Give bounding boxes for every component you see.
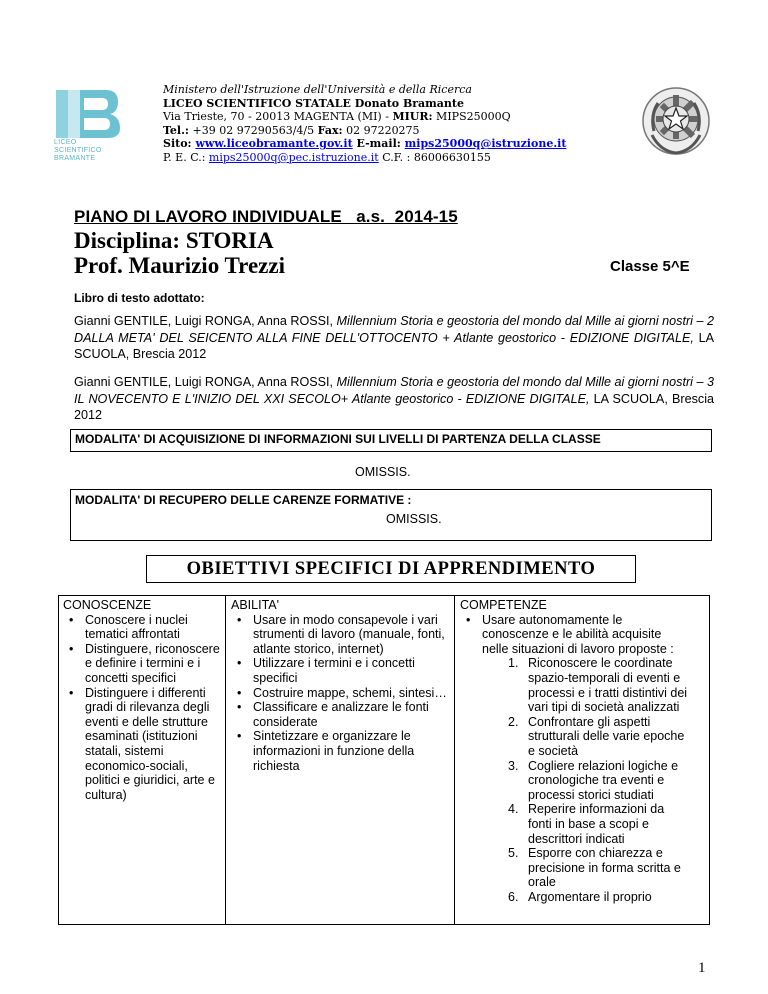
list-item-text: Conoscere i nuclei tematici affrontati bbox=[85, 612, 188, 642]
list-item-text: Argomentare il proprio bbox=[528, 889, 652, 904]
bullet-icon: • bbox=[237, 700, 242, 715]
textbook-entry bbox=[74, 313, 714, 363]
miur-code: MIPS25000Q bbox=[432, 110, 511, 124]
list-item bbox=[227, 686, 449, 701]
textbook-label: Libro di testo adottato: bbox=[74, 291, 205, 305]
item-number: 5. bbox=[508, 846, 519, 861]
abilita-heading: ABILITA' bbox=[231, 598, 280, 612]
bullet-icon: • bbox=[237, 656, 242, 671]
logo-line-2: SCIENTIFICO bbox=[54, 147, 102, 154]
starting-level-box bbox=[70, 429, 712, 452]
list-item-text: Esporre con chiarezza e precisione in forma scritta e orale bbox=[528, 846, 681, 890]
list-item bbox=[456, 890, 688, 905]
phone-line bbox=[163, 124, 566, 138]
list-item-text: Usare in modo consapevole i vari strumenti di lavoro (manuale, fonti, atlante storico, internet) bbox=[253, 612, 445, 656]
logo-line-1: LICEO bbox=[54, 139, 77, 146]
item-number: 6. bbox=[508, 889, 519, 904]
starting-level-heading: MODALITA' DI ACQUISIZIONE DI INFORMAZIONI SUI LIVELLI DI PARTENZA DELLA CLASSE bbox=[75, 432, 601, 446]
school-logo-mark bbox=[50, 86, 125, 144]
bullet-icon: • bbox=[69, 641, 74, 656]
list-item bbox=[456, 656, 688, 714]
conoscenze-column bbox=[59, 598, 223, 802]
bullet-icon: • bbox=[237, 729, 242, 744]
book-title: Millennium Storia e geostoria del mondo dal Mille ai giorni nostri – 2 DALLA META' DEL SEICENTO ALLA FINE DELL'OTTOCENTO + Atlante geostorico - EDIZIONE DIGITALE, bbox=[74, 314, 714, 345]
list-item-text: Reperire informazioni da fonti in base a scopi e descrittori indicati bbox=[528, 802, 665, 846]
list-item bbox=[59, 686, 223, 803]
list-item bbox=[456, 802, 688, 846]
book-publisher: LA SCUOLA, Brescia 2012 bbox=[74, 391, 714, 422]
logo-label bbox=[54, 139, 102, 163]
list-item bbox=[59, 642, 223, 686]
pec-link[interactable]: mips25000q@pec.istruzione.it bbox=[208, 150, 379, 164]
recovery-box bbox=[70, 489, 712, 541]
list-item bbox=[456, 846, 688, 890]
competenze-heading: COMPETENZE bbox=[460, 598, 547, 612]
address: Via Trieste, 70 - 20013 MAGENTA (MI) - bbox=[163, 110, 393, 124]
book-publisher: LA SCUOLA, Brescia 2012 bbox=[74, 330, 715, 361]
web-line bbox=[163, 137, 566, 151]
competenze-column bbox=[456, 598, 688, 904]
list-item bbox=[227, 700, 449, 729]
list-item-text: Classificare e analizzare le fonti considerate bbox=[253, 700, 429, 729]
bullet-icon: • bbox=[237, 612, 242, 627]
bullet-icon: • bbox=[69, 685, 74, 700]
school-name: LICEO SCIENTIFICO STATALE Donato Bramante bbox=[163, 96, 465, 110]
list-item-text: Cogliere relazioni logiche e cronologiche tra eventi e processi storici studiati bbox=[528, 758, 679, 802]
objectives-table bbox=[58, 595, 710, 925]
textbook-entry bbox=[74, 374, 714, 424]
letterhead bbox=[163, 83, 566, 165]
fax-label: Fax: bbox=[317, 123, 343, 137]
competenze-numbered-list bbox=[456, 656, 688, 904]
document-title: PIANO DI LAVORO INDIVIDUALE a.s. 2014-15 bbox=[74, 207, 458, 226]
website-link[interactable]: www.liceobramante.gov.it bbox=[195, 137, 353, 151]
book-title: Millennium Storia e geostoria del mondo dal Mille ai giorni nostri – 3 IL NOVECENTO E L'INIZIO DEL XXI SECOLO+ Atlante geostorico - EDIZIONE DIGITALE, bbox=[74, 375, 714, 406]
email-label: E-mail: bbox=[352, 137, 405, 151]
address-line bbox=[163, 110, 566, 124]
item-number: 2. bbox=[508, 714, 519, 729]
list-item bbox=[456, 759, 688, 803]
ministry-name: Ministero dell'Istruzione dell'Università e della Ricerca bbox=[163, 83, 472, 96]
bullet-icon: • bbox=[237, 685, 242, 700]
list-item-text: Utilizzare i termini e i concetti specifici bbox=[253, 656, 415, 685]
conoscenze-list bbox=[59, 613, 223, 803]
teacher-heading: Prof. Maurizio Trezzi bbox=[74, 253, 285, 278]
list-item-text: Costruire mappe, schemi, sintesi… bbox=[253, 685, 447, 700]
list-item bbox=[227, 729, 449, 773]
list-item bbox=[456, 613, 688, 657]
column-divider bbox=[225, 596, 226, 924]
list-item-text: Confrontare gli aspetti strutturali delle varie epoche e società bbox=[528, 714, 685, 758]
list-item-text: Sintetizzare e organizzare le informazioni in funzione della richiesta bbox=[253, 729, 415, 773]
tel-number: +39 02 97290563/4/5 bbox=[189, 123, 318, 137]
class-label: Classe 5^E bbox=[610, 258, 690, 275]
subject-heading: Disciplina: STORIA bbox=[74, 228, 274, 253]
column-divider bbox=[454, 596, 455, 924]
abilita-list bbox=[227, 613, 449, 774]
fiscal-code: C.F. : 86006630155 bbox=[378, 150, 491, 164]
book-authors: Gianni GENTILE, Luigi RONGA, Anna ROSSI, bbox=[74, 375, 337, 389]
list-item-text: Distinguere i differenti gradi di rilevanza degli eventi e delle strutture esaminati (istituzioni statali, sistemi economico-sociali, politici e giuridici, arte e cultura) bbox=[85, 685, 215, 802]
conoscenze-heading: CONOSCENZE bbox=[63, 598, 152, 612]
item-number: 4. bbox=[508, 802, 519, 817]
logo-line-3: BRAMANTE bbox=[54, 155, 96, 162]
competenze-intro: Usare autonomamente le conoscenze e le abilità acquisite nelle situazioni di lavoro proposte : bbox=[482, 612, 674, 656]
page-number: 1 bbox=[698, 960, 706, 976]
site-label: Sito: bbox=[163, 137, 196, 151]
fax-number: 02 97220275 bbox=[342, 123, 420, 137]
starting-level-text: OMISSIS. bbox=[355, 465, 411, 479]
list-item bbox=[59, 613, 223, 642]
tel-label: Tel.: bbox=[163, 123, 189, 137]
item-number: 1. bbox=[508, 656, 519, 671]
objectives-heading: OBIETTIVI SPECIFICI DI APPRENDIMENTO bbox=[146, 555, 636, 583]
list-item bbox=[227, 613, 449, 657]
pec-label: P. E. C.: bbox=[163, 150, 209, 164]
list-item-text: Riconoscere le coordinate spazio-temporali di eventi e processi e i tratti distintivi dei vari tipi di società analizzati bbox=[528, 656, 688, 715]
item-number: 3. bbox=[508, 758, 519, 773]
email-link[interactable]: mips25000q@istruzione.it bbox=[404, 137, 567, 151]
list-item-text: Distinguere, riconoscere e definire i termini e i concetti specifici bbox=[85, 641, 220, 685]
bullet-icon: • bbox=[69, 612, 74, 627]
republic-emblem-icon bbox=[640, 85, 712, 157]
pec-line bbox=[163, 151, 566, 165]
list-item bbox=[227, 656, 449, 685]
book-authors: Gianni GENTILE, Luigi RONGA, Anna ROSSI, bbox=[74, 314, 337, 328]
competenze-list bbox=[456, 613, 688, 657]
list-item bbox=[456, 715, 688, 759]
recovery-text: OMISSIS. bbox=[386, 512, 442, 526]
abilita-column bbox=[227, 598, 449, 773]
bullet-icon: • bbox=[466, 612, 471, 627]
miur-label: MIUR: bbox=[392, 110, 433, 124]
school-logo bbox=[50, 86, 125, 176]
recovery-heading: MODALITA' DI RECUPERO DELLE CARENZE FORMATIVE : bbox=[75, 493, 412, 507]
